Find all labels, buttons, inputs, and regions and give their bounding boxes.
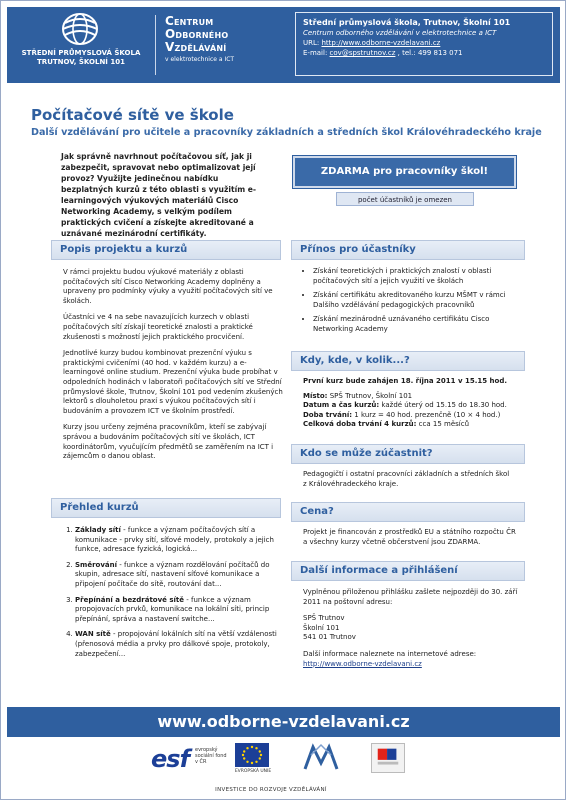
contact-email-row: E-mail: cov@spstrutnov.cz , tel.: 499 813 071 <box>303 49 463 57</box>
dalsi-body <box>303 588 523 669</box>
centrum-logo-text <box>165 15 285 63</box>
header-divider <box>155 15 156 75</box>
url-label: URL: <box>303 39 320 47</box>
centrum-line3: Vzdělávání <box>165 40 227 54</box>
benefit-item: • Získání mezinárodně uznávaného certifikátu Cisco Networking Academy <box>313 315 516 334</box>
duration-row: Doba trvání: 1 kurz = 40 hod. prezenčně (10 × 4 hod.) <box>303 410 501 419</box>
section-header-cena: Cena? <box>291 502 525 522</box>
total-duration-row: Celková doba trvání 4 kurzů: cca 15 měsíců <box>303 420 470 429</box>
section-header-prehled: Přehled kurzů <box>51 498 281 518</box>
place-row: Místo: SPŠ Trutnov, Školní 101 <box>303 391 413 400</box>
contact-url-link[interactable]: http://www.odborne-vzdelavani.cz <box>321 39 441 47</box>
section-header-kdo: Kdo se může zúčastnit? <box>291 444 525 464</box>
school-name <box>13 49 149 67</box>
prinos-body <box>301 267 516 340</box>
header-banner <box>7 7 560 83</box>
section-header-popis: Popis projektu a kurzů <box>51 240 281 260</box>
contact-centrum: Centrum odborného vzdělávání v elektrotechnice a ICT <box>303 29 497 37</box>
popis-paragraph-3: Jednotlivé kurzy budou kombinovat prezenční výuku s praktickými cvičeními (40 hod. v každém kurzu) a e-learningové online studium. Prezenční výuka bude probíhat v odpoledních hodinách v laboratoři počítačových sítí ve Střední průmyslové škole, Trutnov, Školní 101 pod vedením zkušených lektorů s dlouholetou praxí s výukou počítačových sítí i budováním a provozem ICT ve školním prostředí. <box>63 349 283 415</box>
address-line2: Školní 101 <box>303 623 340 632</box>
contact-box <box>295 12 553 76</box>
contact-email-link[interactable]: cov@spstrutnov.cz <box>329 49 396 57</box>
start-date: První kurz bude zahájen 18. října 2011 v 15.15 hod. <box>303 377 508 385</box>
address-line1: SPŠ Trutnov <box>303 614 345 623</box>
dalsi-paragraph-2: Další informace naleznete na internetové adrese: <box>303 649 477 658</box>
address-line3: 541 01 Trutnov <box>303 633 356 642</box>
course-item: 2. Směrování - funkce a význam rozdělování počítačů do skupin, adresace sítí, nastavení síťové komunikace a připojení počítače do sítě, routování dat... <box>75 561 281 590</box>
footer-logos <box>151 741 451 796</box>
popis-body <box>63 268 283 469</box>
website-banner: www.odborne-vzdelavani.cz <box>7 707 560 737</box>
op-vk-logo-icon <box>371 743 405 773</box>
msmt-logo-icon <box>301 741 341 773</box>
dalsi-paragraph-1: Vyplněnou přiloženou přihlášku zašlete nejpozději do 30. září 2011 na poštovní adresu: <box>303 588 518 606</box>
centrum-subtitle: v elektrotechnice a ICT <box>165 56 235 63</box>
esf-logo: esf <box>151 745 190 773</box>
tel-label: tel.: <box>402 49 416 57</box>
free-badge: ZDARMA pro pracovníky škol! <box>293 156 516 188</box>
tel-value: 499 813 071 <box>417 49 463 57</box>
centrum-line1: Centrum <box>165 14 214 28</box>
benefit-item: • Získání certifikátu akreditovaného kurzu MŠMT v rámci Dalšího vzdělávání pedagogických pracovníků <box>313 291 516 310</box>
school-name-line1: STŘEDNÍ PRŮMYSLOVÁ ŠKOLA <box>21 49 141 57</box>
limit-badge: počet účastníků je omezen <box>336 192 474 206</box>
kdo-body: Pedagogičtí i ostatní pracovníci základních a středních škol z Královéhradeckého kraje. <box>303 470 510 488</box>
section-header-dalsi: Další informace a přihlášení <box>291 561 525 581</box>
benefit-list <box>301 267 516 335</box>
email-label: E-mail: <box>303 49 328 57</box>
course-item: 3. Přepínání a bezdrátové sítě - funkce a význam propojovacích prvků, komunikace na lokální síti, princip přepínání, správa a nastavení switche... <box>75 596 281 625</box>
contact-url-row <box>303 38 545 48</box>
prehled-body <box>61 526 281 665</box>
page-title: Počítačové sítě ve škole <box>31 106 234 124</box>
cena-body: Projekt je financován z prostředků EU a státního rozpočtu ČR a všechny kurzy včetně občerstvení jsou ZDARMA. <box>303 528 516 546</box>
popis-paragraph-1: V rámci projektu budou výukové materiály z oblasti počítačových sítí Cisco Networking Academy doplněny a upraveny pro podmínky výuky a využití počítačových sítí ve školách. <box>63 268 273 305</box>
kdy-body <box>303 377 525 430</box>
course-list <box>61 526 281 659</box>
popis-paragraph-2: Účastníci ve 4 na sebe navazujících kurzech v oblasti počítačových sítí získají teoretické znalosti a praktické zkušenosti s možností jejich praktického procvičení. <box>63 313 253 341</box>
datetime-row: Datum a čas kurzů: každé úterý od 15.15 do 18.30 hod. <box>303 401 507 410</box>
contact-school: Střední průmyslová škola, Trutnov, Školní 101 <box>303 18 511 27</box>
eu-flag-icon <box>235 743 269 767</box>
section-header-prinos: Přínos pro účastníky <box>291 240 525 260</box>
popis-paragraph-4: Kurzy jsou určeny zejména pracovníkům, kteří se zabývají správou a budováním počítačových sítí ve školách, ICT koordinátorům, vyučujícím předmětů se zaměřením na ICT i zájemcům o danou oblast. <box>63 423 274 461</box>
investment-slogan: INVESTICE DO ROZVOJE VZDĚLÁVÁNÍ <box>215 787 327 793</box>
eu-logo-text: EVROPSKÁ UNIE <box>234 769 272 774</box>
info-link[interactable]: http://www.odborne-vzdelavani.cz <box>303 659 422 668</box>
benefit-item: • Získání teoretických i praktických znalostí v oblasti počítačových sítí a jejich využití ve školách <box>313 267 516 286</box>
intro-text: Jak správně navrhnout počítačovou síť, jak ji zabezpečit, spravovat nebo optimalizovat její provoz? Využijte jedinečnou nabídku bezplatných kurzů z této oblasti s využitím e-learningových výukových materiálů Cisco Networking Academy, s velkým podílem praktických cvičení a získejte akreditované a uznávané mezinárodní certifikáty. <box>61 152 257 238</box>
section-header-kdy: Kdy, kde, v kolik...? <box>291 351 525 371</box>
centrum-line2: Odborného <box>165 27 229 41</box>
globe-logo-icon <box>57 11 103 47</box>
school-name-line2: TRUTNOV, ŠKOLNÍ 101 <box>37 58 125 66</box>
esf-logo-text: evropský sociální fond v ČR <box>195 747 227 765</box>
course-item: 4. WAN sítě - propojování lokálních sítí na větší vzdálenosti (přenosová média a prvky pro dálkové spoje, protokoly, zabezpečení... <box>75 630 281 659</box>
page-subtitle: Další vzdělávání pro učitele a pracovníky základních a středních škol Královéhradeckého kraje <box>31 127 542 138</box>
course-item: 1. Základy sítí - funkce a význam počítačových sítí a komunikace - prvky sítí, síťové modely, protokoly a jejich funkce, adresace fyzická, logická... <box>75 526 281 555</box>
school-logo-block <box>7 7 155 83</box>
